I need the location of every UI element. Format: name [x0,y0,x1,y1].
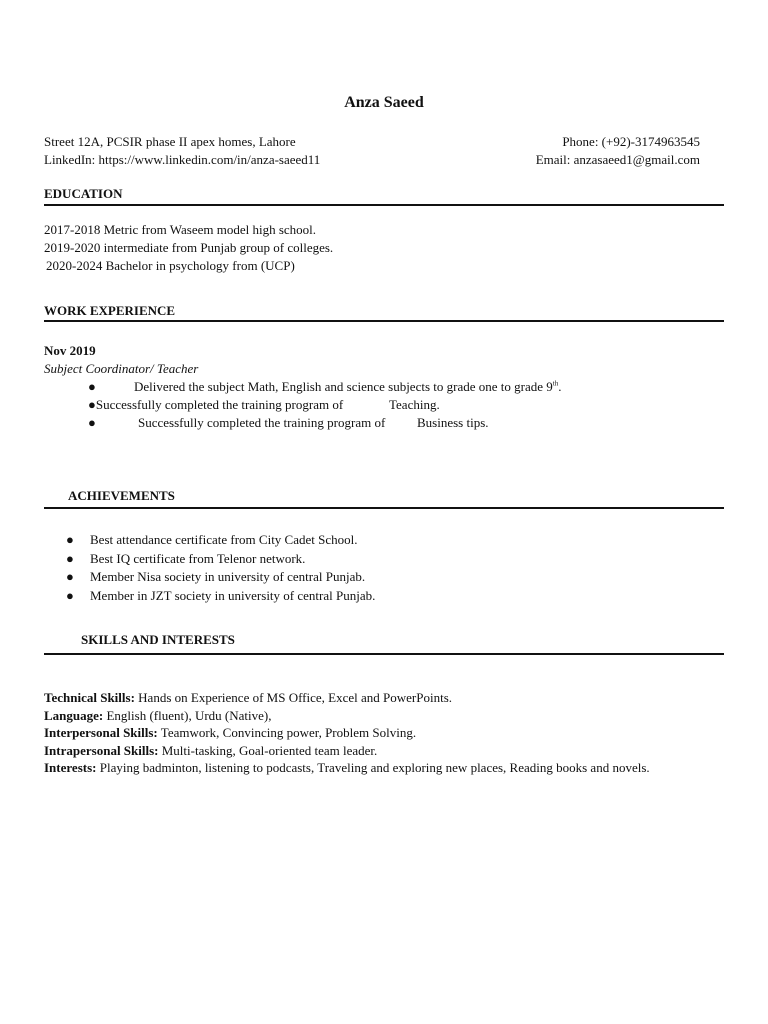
skills-heading: SKILLS AND INTERESTS [81,632,235,647]
work-heading: WORK EXPERIENCE [44,303,176,318]
education-item: 2017-2018 Metric from Waseem model high school. [44,222,317,237]
bullet-icon: ● [88,415,96,430]
contact-row-1 [44,133,700,151]
education-item: 2020-2024 Bachelor in psychology from (UCP) [46,258,295,273]
achievements-list [66,531,375,605]
work-bullet-1 [88,378,96,396]
skills-list [44,689,650,777]
contact-row-2 [44,151,700,169]
linkedin-link[interactable]: LinkedIn: https://www.linkedin.com/in/anza-saeed11 [44,152,321,167]
skills-row: Technical Skills: Hands on Experience of MS Office, Excel and PowerPoints. [44,690,453,705]
address: Street 12A, PCSIR phase II apex homes, Lahore [44,134,296,149]
achievements-heading: ACHIEVEMENTS [68,488,175,503]
education-heading: EDUCATION [44,186,123,201]
email-link[interactable]: Email: anzasaeed1@gmail.com [535,152,700,167]
resume-name: Anza Saeed [344,94,424,111]
bullet-icon: ● [66,569,74,584]
work-bullet-3 [88,414,96,432]
list-item: ● Member in JZT society in university of central Punjab. [66,587,375,606]
work-bullet-1-text: Delivered the subject Math, English and science subjects to grade one to grade 9th. [134,379,562,394]
bullet-icon: ● [88,397,96,412]
skills-row: Interests: Playing badminton, listening to podcasts, Traveling and exploring new places, Reading books and novels. [44,760,650,775]
bullet-icon: ● [88,379,96,394]
skills-row: Intrapersonal Skills: Multi-tasking, Goal-oriented team leader. [44,742,378,758]
skills-divider [44,653,724,655]
list-item: ● Member Nisa society in university of central Punjab. [66,568,375,587]
achievements-divider [44,507,724,509]
bullet-icon: ● [66,532,74,547]
bullet-icon: ● [66,587,74,603]
work-entry-header [44,342,198,378]
education-divider [44,204,724,206]
education-list [44,221,333,275]
work-bullet-2-tail: Teaching. [389,397,440,412]
list-item: ● Best IQ certificate from Telenor network. [66,550,375,569]
skills-row: Language: English (fluent), Urdu (Native), [44,707,272,723]
bullet-icon: ● [66,550,74,566]
phone: Phone: (+92)-3174963545 [562,134,700,149]
work-divider [44,320,724,322]
work-role: Subject Coordinator/ Teacher [44,361,199,376]
education-item: 2019-2020 intermediate from Punjab group of colleges. [44,240,334,255]
work-bullet-3-text: Successfully completed the training program of [138,415,386,430]
list-item: ● Best attendance certificate from City Cadet School. [66,531,375,550]
work-date: Nov 2019 [44,343,96,358]
work-bullet-2: ●Successfully completed the training program of [88,397,344,412]
work-bullet-3-tail: Business tips. [417,415,489,430]
skills-row: Interpersonal Skills: Teamwork, Convincing power, Problem Solving. [44,725,417,740]
